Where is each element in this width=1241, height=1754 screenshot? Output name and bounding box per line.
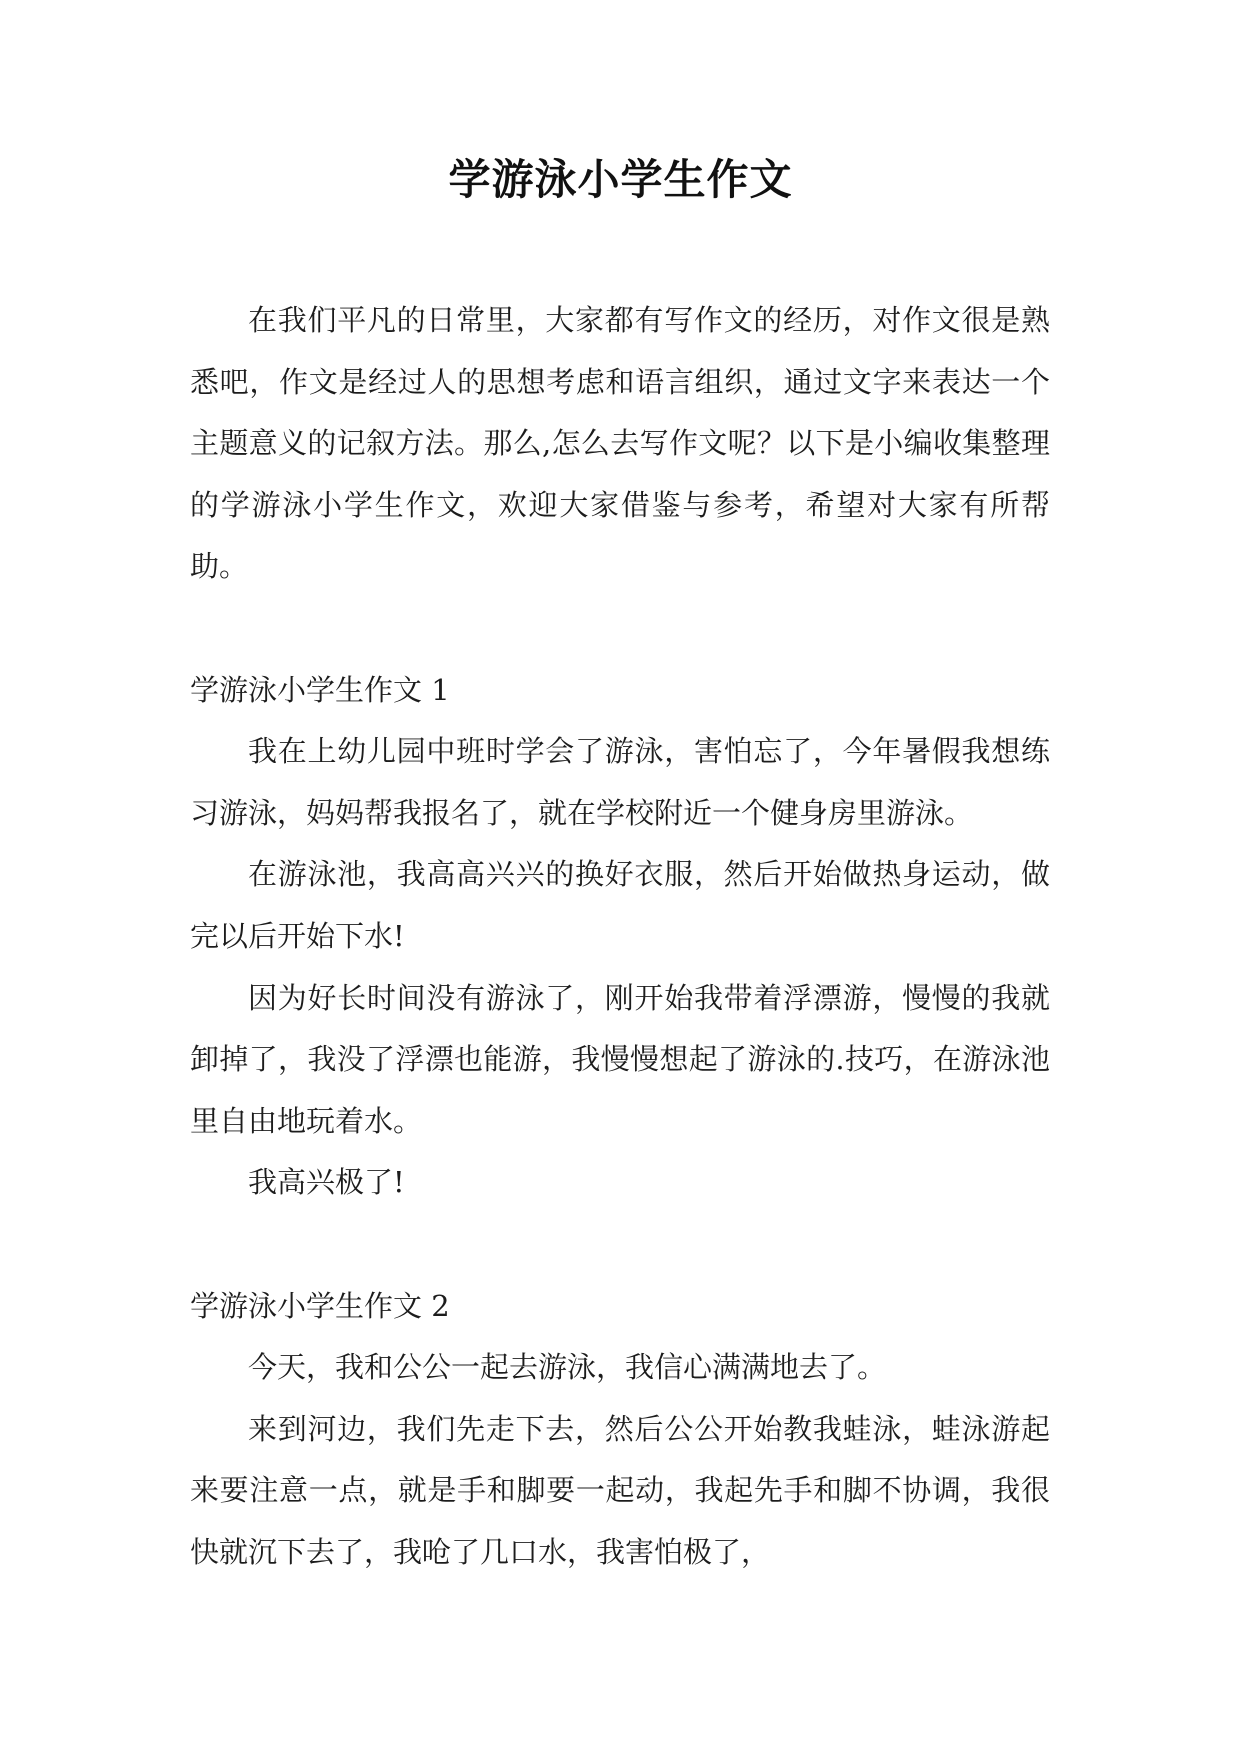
section-spacer (190, 598, 1050, 660)
essay-paragraph: 我高兴极了! (248, 1165, 405, 1200)
essay-section-1 (190, 660, 1050, 1214)
essay-paragraph: 我在上幼儿园中班时学会了游泳，害怕忘了，今年暑假我想练习游泳，妈妈帮我报名了，就在学校附近一个健身房里游泳。 (190, 734, 1050, 830)
section-heading: 学游泳小学生作文 2 (190, 1288, 450, 1323)
essay-paragraph: 因为好长时间没有游泳了，刚开始我带着浮漂游，慢慢的我就卸掉了，我没了浮漂也能游，我慢慢想起了游泳的.技巧，在游泳池里自由地玩着水。 (190, 980, 1050, 1138)
section-heading: 学游泳小学生作文 1 (190, 672, 450, 707)
essay-paragraph: 在游泳池，我高高兴兴的换好衣服，然后开始做热身运动，做完以后开始下水! (190, 857, 1050, 953)
essay-paragraph: 来到河边，我们先走下去，然后公公开始教我蛙泳，蛙泳游起来要注意一点，就是手和脚要一起动，我起先手和脚不协调，我很快就沉下去了，我呛了几口水，我害怕极了， (190, 1411, 1050, 1569)
document-body (190, 290, 1050, 1583)
intro-paragraph: 在我们平凡的日常里，大家都有写作文的经历，对作文很是熟悉吧，作文是经过人的思想考虑和语言组织，通过文字来表达一个主题意义的记叙方法。那么,怎么去写作文呢？以下是小编收集整理的学游泳小学生作文，欢迎大家借鉴与参考，希望对大家有所帮助。 (190, 303, 1050, 584)
document-title: 学游泳小学生作文 (448, 155, 793, 204)
section-spacer (190, 1214, 1050, 1276)
essay-paragraph: 今天，我和公公一起去游泳，我信心满满地去了。 (248, 1350, 887, 1385)
essay-section-2 (190, 1276, 1050, 1584)
